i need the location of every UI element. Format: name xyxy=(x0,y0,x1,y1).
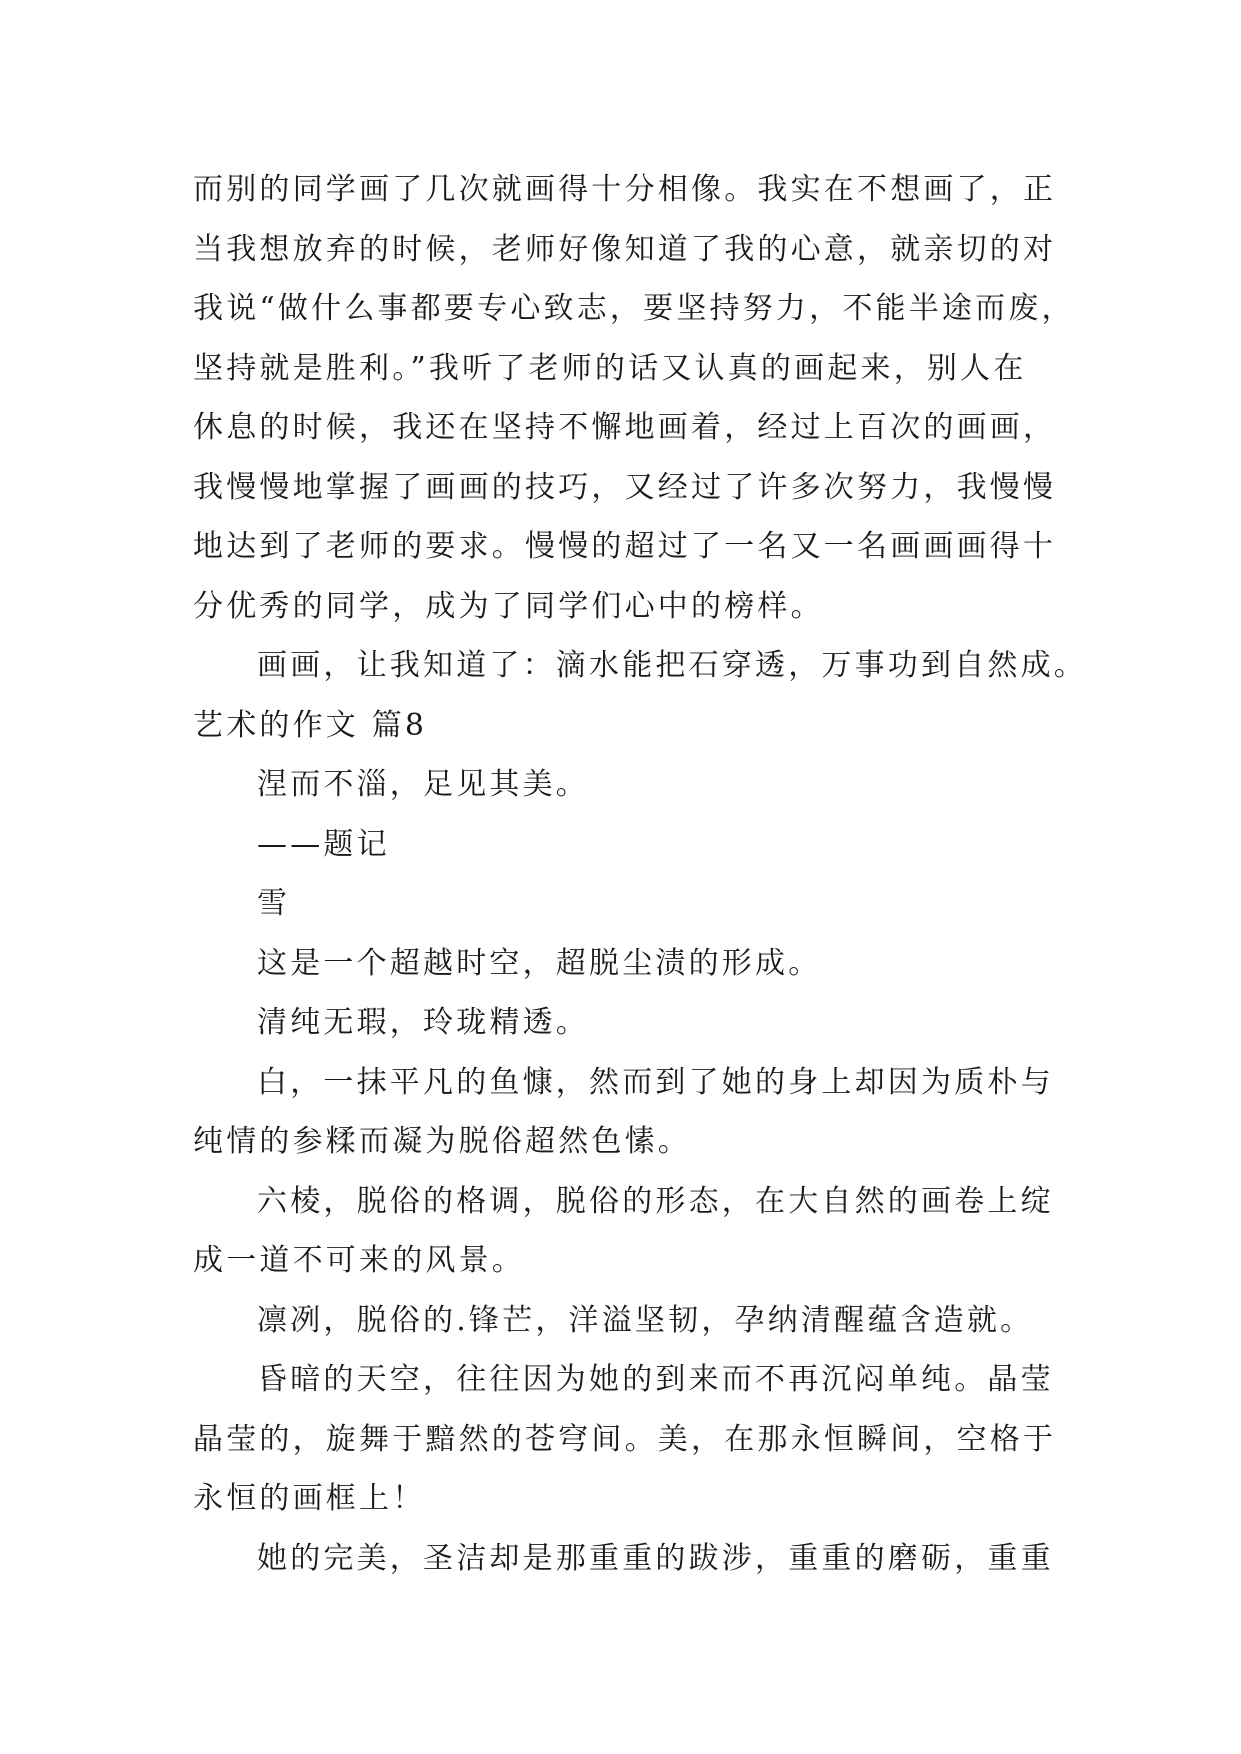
text-line: 坚持就是胜利。”我听了老师的话又认真的画起来，别人在 xyxy=(193,350,1027,386)
paragraph xyxy=(193,1350,1063,1529)
text-line: 而别的同学画了几次就画得十分相像。我实在不想画了，正 xyxy=(193,172,1057,207)
subtitle: 雪 xyxy=(257,886,291,921)
section-heading: 艺术的作文 篇8 xyxy=(193,707,428,743)
text-line: 六棱，脱俗的格调，脱俗的形态，在大自然的画卷上绽 xyxy=(257,1183,1054,1219)
text-line: 永恒的画框上！ xyxy=(193,1481,426,1516)
text-line: 成一道不可来的风景。 xyxy=(193,1243,525,1278)
text-line: 昏暗的天空，往往因为她的到来而不再沉闷单纯。晶莹 xyxy=(257,1362,1054,1397)
text-line: 白，一抹平凡的鱼慷，然而到了她的身上却因为质朴与 xyxy=(257,1064,1054,1100)
paragraph: 凛冽，脱俗的.锋芒，洋溢坚韧，孕纳清醒蕴含造就。 xyxy=(257,1302,1034,1338)
paragraph: 她的完美，圣洁却是那重重的跋涉，重重的磨砺，重重 xyxy=(257,1540,1054,1576)
text-line: 地达到了老师的要求。慢慢的超过了一名又一名画画画得十 xyxy=(193,529,1057,564)
paragraph xyxy=(193,1053,1063,1172)
document-body xyxy=(193,160,1087,1588)
text-line: 晶莹的，旋舞于黯然的苍穹间。美，在那永恒瞬间，空格于 xyxy=(193,1421,1057,1457)
epigraph-attribution: ——题记 xyxy=(257,826,390,862)
text-line: 休息的时候，我还在坚持不懈地画着，经过上百次的画画， xyxy=(193,410,1057,445)
text-line: 我说“做什么事都要专心致志，要坚持努力，不能半途而废， xyxy=(193,291,1075,326)
epigraph: 涅而不淄，足见其美。 xyxy=(257,767,589,802)
text-line: 我慢慢地掌握了画画的技巧，又经过了许多次努力，我慢慢 xyxy=(193,469,1057,505)
paragraph xyxy=(193,160,1075,636)
text-line: 当我想放弃的时候，老师好像知道了我的心意，就亲切的对 xyxy=(193,231,1057,267)
paragraph: 这是一个超越时空，超脱尘渍的形成。 xyxy=(257,945,822,981)
paragraph: 画画，让我知道了：滴水能把石穿透，万事功到自然成。 xyxy=(257,648,1087,683)
paragraph: 清纯无瑕，玲珑精透。 xyxy=(257,1005,589,1040)
paragraph xyxy=(193,1172,1063,1291)
text-line: 纯情的参糅而凝为脱俗超然色愫。 xyxy=(193,1124,691,1159)
text-line: 分优秀的同学，成为了同学们心中的榜样。 xyxy=(193,588,824,624)
